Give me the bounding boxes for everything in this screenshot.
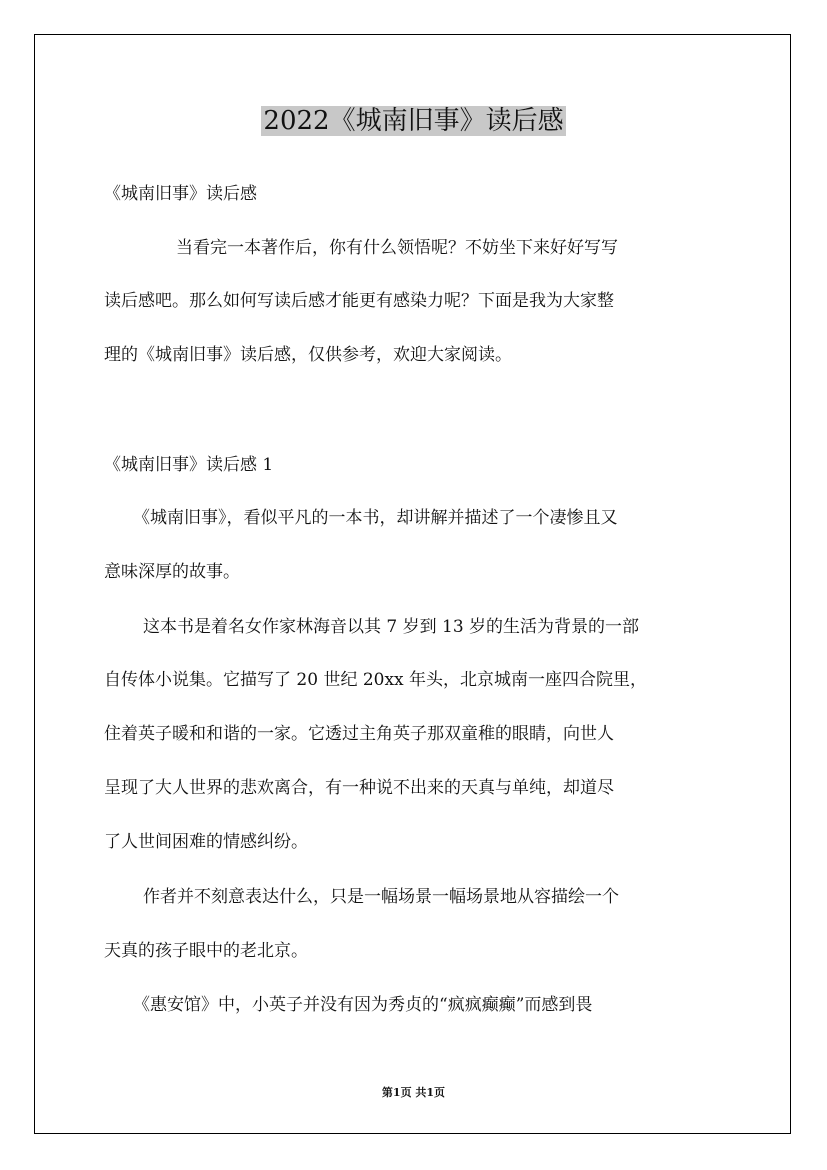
paragraph-line: 理的《城南旧事》读后感，仅供参考，欢迎大家阅读。	[104, 345, 512, 365]
paragraph-line: 了人世间困难的情感纠纷。	[104, 832, 308, 852]
paragraph-line: 自传体小说集。它描写了 20 世纪 20xx 年头，北京城南一座四合院里，	[104, 670, 648, 690]
document-title	[0, 104, 827, 138]
page-footer	[0, 1084, 827, 1100]
paragraph-line: 呈现了大人世界的悲欢离合，有一种说不出来的天真与单纯，却道尽	[104, 778, 614, 798]
paragraph-line: 意味深厚的故事。	[104, 562, 240, 582]
paragraph-line: 当看完一本著作后，你有什么领悟呢？不妨坐下来好好写写	[176, 238, 618, 258]
paragraph-line: 作者并不刻意表达什么，只是一幅场景一幅场景地从容描绘一个	[143, 887, 619, 907]
document-title-text: 2022《城南旧事》读后感	[263, 106, 564, 136]
paragraph-line: 住着英子暖和和谐的一家。它透过主角英子那双童稚的眼睛，向世人	[104, 724, 614, 744]
page-number-label: 第1页 共1页	[381, 1086, 446, 1099]
paragraph-line: 《城南旧事》，看似平凡的一本书，却讲解并描述了一个凄惨且又	[133, 508, 618, 528]
paragraph-line: 《惠安馆》中，小英子并没有因为秀贞的“疯疯癫癫”而感到畏	[133, 995, 593, 1015]
paragraph-line: 读后感吧。那么如何写读后感才能更有感染力呢？下面是我为大家整	[104, 291, 614, 311]
section-heading-intro: 《城南旧事》读后感	[104, 184, 257, 204]
paragraph-line: 天真的孩子眼中的老北京。	[104, 941, 308, 961]
section-heading-1: 《城南旧事》读后感 1	[104, 455, 274, 475]
paragraph-line: 这本书是着名女作家林海音以其 7 岁到 13 岁的生活为背景的一部	[143, 617, 640, 637]
